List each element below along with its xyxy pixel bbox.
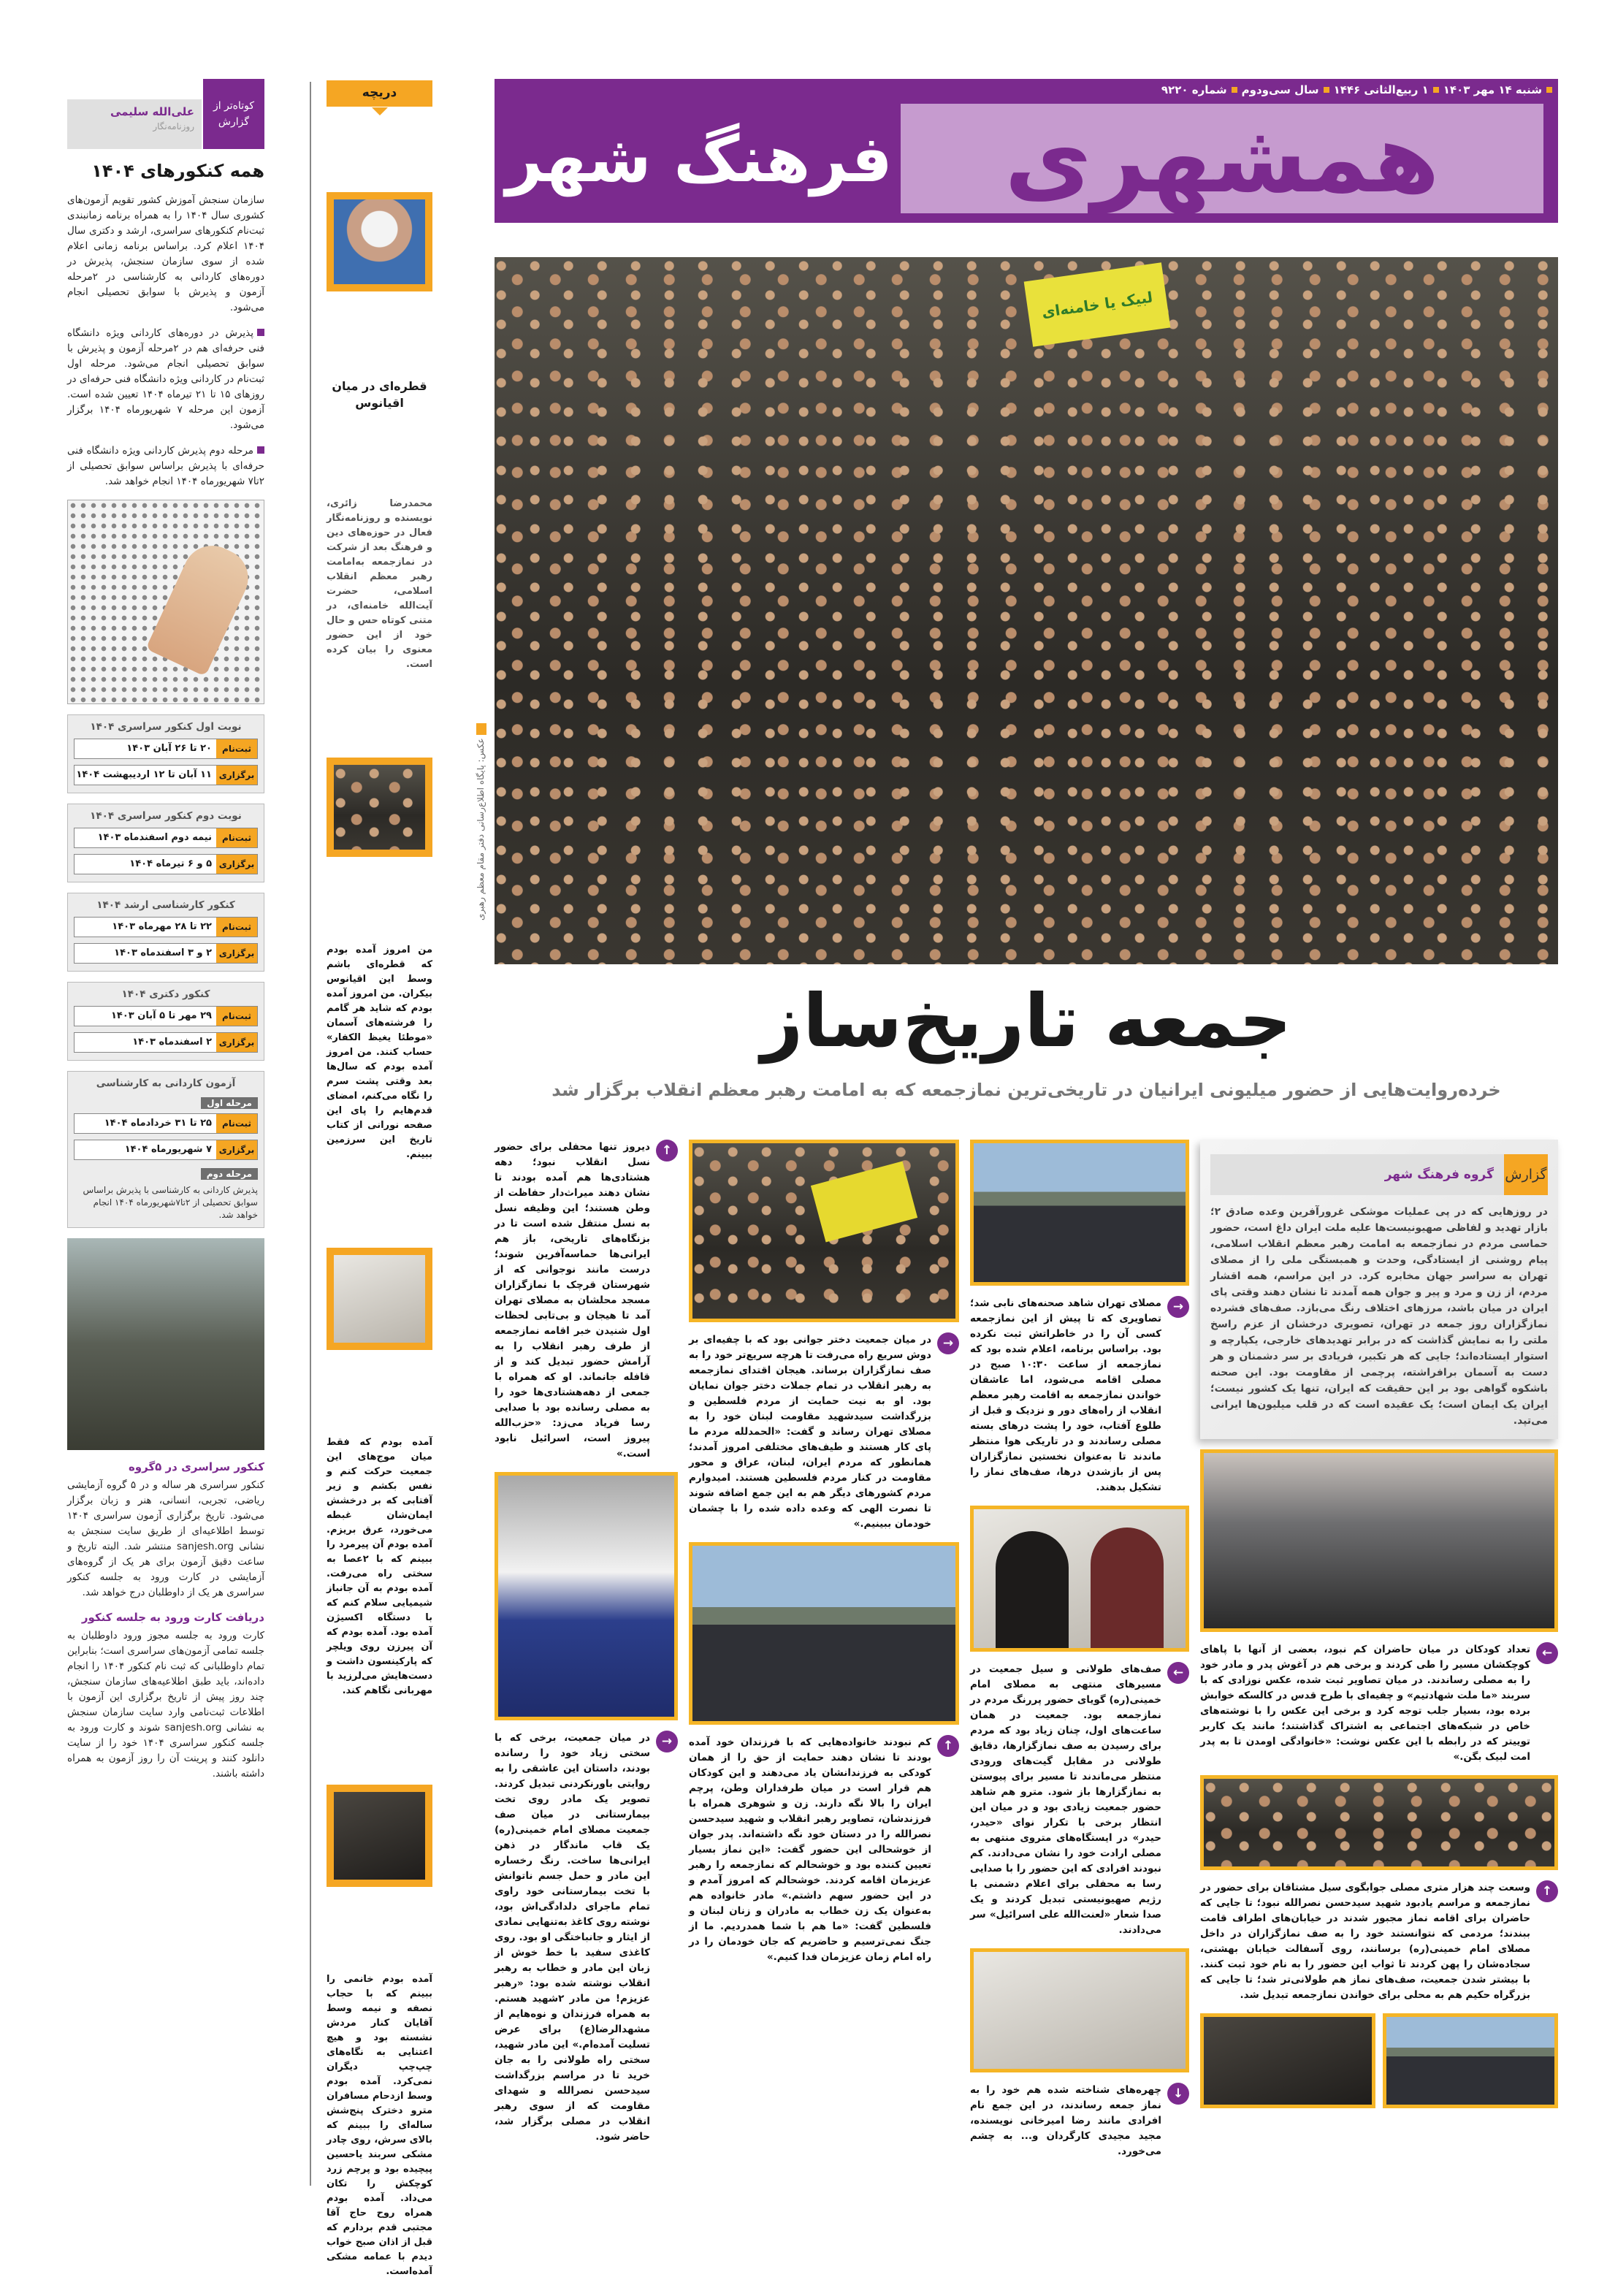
row-value: ۲۲ تا ۲۸ مهرماه ۱۴۰۳ [112,921,212,932]
row-label: ثبت‌نام [216,828,257,847]
schedule-row-hold [74,1140,258,1160]
bullet-icon [257,446,264,454]
author-portrait [327,192,432,291]
sidebar [67,79,264,2285]
sidebar-bullet [67,326,264,433]
schedule-box [67,893,264,972]
bullet-icon [257,329,264,336]
subtitle: خرده‌روایت‌هایی از حضور میلیونی ایرانیان در تاریخی‌ترین نمازجمعه که به امامت رهبر معظم انقلاب برگزار شد [551,1080,1501,1100]
schedule-title: نوبت دوم کنکور سراسری ۱۴۰۴ [90,810,242,822]
photo-street-1 [1383,2013,1558,2108]
photo-family [970,1948,1189,2072]
schedule-row-hold [74,765,258,785]
bullet-text: مرحله دوم پذیرش کاردانی ویژه دانشگاه فنی حرفه‌ای با پذیرش براساس سوابق تحصیلی از ۲تا۷ شهریورماه ۱۴۰۴ انجام خواهد شد. [67,445,264,487]
row-value: ۲۰ تا ۲۶ آبان ۱۴۰۳ [126,743,212,754]
story-column [689,1140,959,1965]
caption-text: چهره‌های شناخته شده هم خود را به نماز جمعه رساندند، در این جمع نام افرادی مانند رضا امیرخانی نویسنده، مجید مجیدی کارگردان و... به چشم می‌خورد. [970,2084,1161,2157]
photo-women-prayer [1200,1775,1558,1870]
date-line [1161,83,1552,96]
date-item: شنبه ۱۴ مهر ۱۴۰۳ [1443,83,1542,96]
row-value: ۲ اسفندماه ۱۴۰۳ [132,1037,212,1048]
arrow-down-icon: ↓ [1167,2083,1189,2105]
dariche-title: قطره‌ای در میان اقیانوس [332,378,427,410]
photo-two-women [970,1506,1189,1652]
story-area [495,1140,1558,2290]
hezbollah-flag [811,1162,917,1243]
sidebar-header [67,79,264,149]
photo-street-2 [1200,2013,1375,2108]
dariche-photo-1 [327,758,432,857]
report-author: گروه فرهنگ شهر [1384,1167,1494,1182]
row-label: ثبت‌نام [216,918,257,937]
section-title: دریافت کارت ورود به جلسه کنکور [81,1611,264,1624]
author-role: روزنامه‌نگار [153,121,194,131]
sidebar-bullet [67,443,264,489]
dariche-intro: محمدرضا زائری، نویسنده و روزنامه‌نگار فعال در حوزه‌های دین و فرهنگ بعد از شرکت در نمازجمعه به‌امامت رهبر معظم انقلاب اسلامی، حضرت آیت‌الله خامنه‌ای، در متنی کوتاه حس و حال خود از این حضور معنوی را بیان کرده است. [327,497,432,670]
row-label: ثبت‌نام [216,1114,257,1133]
caption [970,1296,1189,1495]
schedule-title: کنکور کارشناسی ارشد ۱۴۰۴ [96,899,235,911]
credit-marker [476,723,486,735]
exam-sheet-photo [67,500,264,704]
row-value: ۲۹ مهر تا ۵ آبان ۱۴۰۳ [111,1010,212,1021]
caption-text: مصلای تهران شاهد صحنه‌های نابی شد؛ تصاویری که تا پیش از این نمازجمعه کسی آن را در خاطراتش ثبت نکرده بود. براساس برنامه، اعلام شده بود که نمازجمعه از ساعت ۱۰:۳۰ صبح در مصلی اقامه می‌شود، اما عاشقان خواندن نمازجمعه به اقامت رهبر معظم انقلاب از راه‌های دور و نزدیک و قبل از طلوع آفتاب، خود را پشت درهای بسته مصلی رساندند و در تاریکی هوا منتظر ماندند تا به‌عنوان نخستین نمازگزاران پس از بازشدن درها، صف‌های نماز را تشکیل بدهند. [970,1297,1162,1493]
row-label: ثبت‌نام [216,739,257,758]
hand-pencil [145,536,257,676]
schedule-box [67,982,264,1061]
caption [495,1140,678,1462]
row-value: ۲۵ تا ۳۱ خردادماه ۱۴۰۴ [104,1118,212,1129]
date-item: شماره ۹۲۲۰ [1161,83,1227,96]
caption [1200,1642,1558,1765]
arrow-right-icon: → [656,1731,678,1752]
schedule-box [67,804,264,882]
row-label: برگزاری [216,855,257,874]
caption-text: صف‌های طولانی و سیل جمعیت در مسیرهای منتهی به مصلای امام خمینی(ره) گویای حضور پررنگ مردم در نمازجمعه بود. جمعیت در همان ساعت‌های اول، چنان زیاد بود که مردم برای رسیدن به صف نمازگزارها، دقایق طولانی در مقابل گیت‌های ورودی منتظر می‌ماندند تا مسیر برای پیوستن به نمازگزارها باز شود. مترو هم شاهد حضور جمعیت زیادی بود و در میان این انتظار برخی با تکرار نوای «حیدر، حیدر» در ایستگاه‌های متروی منتهی به مصلی ارادت خود را نشان می‌دادند. کم نبودند افرادی که این حضور را با صدایی رسا به محفلی برای اعلام دشمنی با رژیم صهیونیستی تبدیل کردند و یک صدا شعار «لعنت‌الله علی اسرائیل» سر می‌دادند. [970,1663,1161,1936]
author-name: علی‌الله سلیمی [110,105,194,118]
flag: لبیک یا خامنه‌ای [1024,262,1171,347]
schedule-row-register [74,917,258,937]
schedule-row-hold [74,943,258,964]
story-column [1200,1140,1558,2108]
sidebar-title: همه کنکورهای ۱۴۰۴ [91,161,264,181]
row-label: ثبت‌نام [216,1007,257,1026]
sidebar-label: کوتاه‌تر از گزارش [203,79,264,149]
dariche-photo-2 [327,1248,432,1350]
row-value: ۵ و ۶ تیرماه ۱۴۰۴ [129,858,212,869]
bullet-text: پذیرش در دوره‌های کاردانی ویژه دانشگاه فنی حرفه‌ای هم در ۲مرحله آزمون و پذیرش با سوابق تحصیلی انجام می‌شود. مرحله اول ثبت‌نام در کاردانی ویژه دانشگاه فنی حرفه‌ای در روزهای ۱۵ تا ۲۱ تیرماه ۱۴۰۴ تعیین شده است. آزمون این مرحله ۷ شهریورماه ۱۴۰۴ برگزار می‌شود. [67,327,265,431]
caption-text: دیروز تنها محفلی برای حضور نسل انقلاب نبود؛ دهه هشتادی‌ها هم آمده بودند تا نشان دهند میراث‌دار حفاظت از وطن هستند؛ این وظیفه نسل به نسل منتقل شده است تا در بزنگاه‌های تاریخی، باز هم ایرانی‌ها حماسه‌آفرین شوند؛ درست مانند نوجوانی که از شهرستان قرچک با نمازگزاران مسجد محلشان به مصلای تهران آمد تا هیجان و بی‌تابی لحظات اول شنیدن خبر اقامه نمازجمعه از طرف رهبر انقلاب را به آرامش حضور تبدیل کند و از قافله جانماند. او که همراه با جمعی از دهه‌هشتادی‌ها خود را به مصلی رسانده بود با صدایی رسا فریاد می‌زد: «حزب‌الله پیروز است، اسرائیل نابود است.» [495,1141,650,1460]
lead-photo-crowd [495,257,1558,964]
caption-text: کم نبودند خانواده‌هایی که با فرزندان خود آمده بودند تا نشان دهند حمایت از حق را از همان کودکی به فرزندانشان یاد می‌دهند و این کودکان هم قرار است در میان طرفداران وطن، پرچم ایران را بالا نگه دارند. زن و شوهری همراه با فرزندشان، تصاویر رهبر انقلاب و شهید سیدحسن نصرالله را در دستان خود نگه داشته‌اند. پدر جوان از خوشحالی این حضور گفت: «این نماز بسیار تعیین کننده بود و خوشحالم که نمازجمعه را رهبر عزیزمان اقامه کردند. خوشحالم که امروز آمدم و در این حضور سهم داشتم.» مادر خانواده هم به‌عنوان یک زن خطاب به مادران و زنان لبنان و فلسطین گفت: «ما هم با شما همدردیم. ما از جنگ نمی‌ترسیم و حاضریم که جان خودمان را در راه امام زمان عزیزمان فدا کنیم.» [689,1736,931,1963]
column-divider [310,82,311,2186]
stage-badge: مرحله اول [201,1097,258,1109]
schedule-row-register [74,739,258,759]
section-title: کنکور سراسری در ۵گروه [128,1460,264,1473]
caption [689,1735,959,1965]
schedule-box-kardani [67,1071,264,1228]
photo-mosalla-crowd [689,1542,959,1725]
arrow-up-icon: ↑ [937,1735,959,1757]
arrow-right-icon: → [937,1332,959,1354]
photo-gate-night [970,1140,1189,1286]
schedule-row-hold [74,1032,258,1053]
street-photos [1200,2013,1558,2108]
date-item: سال سی‌ودوم [1241,83,1319,96]
report-header [1210,1154,1548,1195]
masthead [495,79,1558,223]
caption [495,1731,678,2145]
logo-hamshahri: همشهری [901,104,1543,213]
row-value: نیمه دوم اسفندماه ۱۴۰۳ [97,832,212,843]
dariche-paragraph: آمده بودم که فقط میان موج‌های این جمعیت حرکت کنم و نفس بکشم و زیر آفتابی که بر درخشش ایمان‌شان غبطه می‌خورد، عرق بریزم. آمده بودم آن پیرمرد را ببینم که با ۲عصا به سختی راه می‌رفت. آمده بودم به آن جانباز شیمیایی سلام کنم که با دستگاه اکسیژن آمده بود. آمده بودم که آن پیرزن روی ویلچر که پارکینسون داشت و دست‌هایش می‌لرزید با مهربانی نگاهم کند. [327,1437,432,1697]
stage-badge: مرحله دوم [201,1168,258,1180]
arrow-up-icon: ↑ [656,1140,678,1162]
report-label: گزارش [1504,1154,1548,1195]
schedule-row-hold [74,854,258,874]
students-exam-photo [67,1238,264,1450]
photo-crowd-flag [689,1140,959,1322]
row-label: برگزاری [216,944,257,963]
arrow-left-icon: ← [1167,1662,1189,1684]
row-label: برگزاری [216,1140,257,1159]
schedule-box [67,714,264,793]
photo-mother-bed [495,1472,678,1720]
dariche-header: دریچه [327,80,432,107]
row-label: برگزاری [216,766,257,785]
story-column [970,1140,1189,2159]
report-box [1200,1140,1558,1439]
schedule-title: کنکور دکتری ۱۴۰۴ [121,988,210,1000]
caption [1200,1880,1558,2003]
caption [689,1332,959,1532]
arrow-left-icon: ← [1536,1642,1558,1664]
section-text: کارت ورود به جلسه مجوز ورود داوطلبان به جلسه تمامی آزمون‌های سراسری است؛ بنابراین تمام داوطلبانی که ثبت نام کنکور ۱۴۰۴ را انجام داده‌اند، باید طبق اطلاعیه‌های سازمان سنجش، چند روز پیش از تاریخ برگزاری این آزمون با اطلاعات ثبت‌نامی وارد سایت سازمان سنجش به نشانی sanjesh.org شوند و کارت ورود به جلسه کنکور سراسری ۱۴۰۴ خود را از سایت دانلود کنند و پرینت آن را روز آزمون به همراه داشته باشند. [67,1630,265,1780]
row-value: ۷ شهریورماه ۱۴۰۴ [124,1144,212,1155]
dariche-column [327,80,432,2279]
photo-credit: عکس: پایگاه اطلاع‌رسانی دفتر مقام معظم رهبری [476,738,486,920]
row-label: برگزاری [216,1033,257,1052]
caption [970,2083,1189,2159]
caption-text: وسعت چند هزار متری مصلی جوابگوی سیل مشتاقان برای حضور در نمازجمعه و مراسم یادبود شهید سیدحسن نصرالله نبود؛ تا جایی که حاضران برای اقامه نماز مجبور شدند در خیابان‌های اطراف قامت ببندند؛ مردمی که نتوانستند خود را به صف نمازگزاران در داخل مصلای امام خمینی(ره) برسانند، روی آسفالت خیابان بهشتی، سجاده‌شان را پهن کردند تا ثواب این حضور را به نام خود ثبت کنند. با بیشتر شدن جمعیت، صف‌های نماز هم طولانی‌تر شد؛ تا جایی که بزرگراه حکیم هم به محلی برای خواندن نمازجمعه تبدیل شد. [1200,1882,1530,2001]
arrow-right-icon: → [1167,1296,1189,1318]
caption [970,1662,1189,1938]
stage-note: پذیرش کاردانی به کارشناسی با پذیرش براساس سوابق تحصیلی از ۲تا۷شهریورماه ۱۴۰۴ انجام خواهد شد. [83,1185,258,1220]
row-value: ۲ و ۳ اسفندماه ۱۴۰۳ [114,947,212,958]
schedule-title: نوبت اول کنکور سراسری ۱۴۰۴ [90,721,242,733]
row-value: ۱۱ آبان تا ۱۲ اردیبهشت ۱۴۰۴ [76,769,212,780]
story-column [495,1140,678,2145]
caption-text: در میان جمعیت، برخی که با سختی زیاد خود را رسانده بودند، داستان این عاشقی را به روایتی باورنکردنی تبدیل کردند. تصویر یک مادر روی تخت بیمارستانی در میان صف جمعیت مصلای امام خمینی(ره) یک قاب ماندگار در ذهن ایرانی‌ها ساخت. رنگ رخساره این مادر و حمل جسم ناتوانش با تخت بیمارستانی خود راوی تمام ماجرای دلدادگی‌اش بود، نوشته روی کاغذ به‌تنهایی نمادی از ایثار و جانباختگی او بود. روی کاغذی سفید با خط خوش از زبان این مادر و خطاب به رهبر انقلاب نوشته شده بود: «رهبر عزیزم! من مادر ۲شهید هستم. به همراه فرزندان و نوه‌هایم از مشهدالرضا(ع) برای عرض تسلیت آمده‌ام.» این مادر شهید، سختی راه طولانی را به جان خرید تا در مراسم بزرگداشت سیدحسن نصرالله و شهدای مقاومت که از سوی رهبر انقلاب در مصلی برگزار شد، حاضر شود. [495,1732,650,2143]
photo-baby-stroller [1200,1449,1558,1632]
schedule-row-register [74,828,258,848]
arrow-up-icon: ↑ [1536,1880,1558,1902]
dariche-paragraph: من امروز آمده بودم که قطره‌ای باشم وسط این اقیانوس بیکران. من امروز آمده بودم که شاید هر گامم را فرشته‌های آسمان «موطئا یغیظ الکفار» حساب کنند. من امروز آمده بودم که سال‌ها بعد وقتی پشت سرم را نگاه می‌کنم، امضای قدم‌هایم را پای این صفحه نورانی از کتاب تاریخ این سرزمین ببینم. [327,944,432,1160]
report-body: در روزهایی که در پی عملیات موشکی غرورآفرین وعده صادق ۲؛ بازار تهدید و لفاظی صهیونیست‌ها علیه ملت ایران داغ است، حضور حماسی مردم در نمازجمعه به امامت رهبر معظم انقلاب اسلامی، پیام روشنی از ایستادگی، وحدت و همبستگی ملی را از مصلای تهران به سراسر جهان مخابره کرد. در این مراسم، همه اقشار مردم، از زن و مرد و پیر و جوان همه آمدند تا نشان دهند وقتی پای ایران در میان باشد، مرزهای اختلاف رنگ می‌بازد. صف‌های فشرده نمازگزاران روز جمعه در تهران، تصویری درخشان از عزم راسخ ملتی را به نمایش گذاشت که در برابر تهدیدهای خارجی، یکپارچه و استوار ایستاده‌اند؛ جایی که هر تکبیر، فریادی بر سر دشمنان و هر دست به آسمان برافراشته، پرچمی از مقاومت بود. این صحنه باشکوه گواهی بود بر این حقیقت که ایران، تنها یک کشور نیست؛ ایران یک ایمان است؛ یک عقیده است که در قلب میلیون‌ها ایرانی می‌تپد. [1210,1206,1548,1427]
schedule-row-register [74,1113,258,1134]
dariche-photo-3 [327,1785,432,1887]
date-item: ۱ ربیع‌الثانی ۱۴۴۶ [1333,83,1429,96]
caption-text: تعداد کودکان در میان حاضران کم نبود، بعضی از آنها با پاهای کوچکشان مسیر را طی کردند و برخی هم در آغوش پدر و مادر خود را به مصلی رساندند. در میان تصاویر ثبت شده، عکس نوزادی که با سربند «ما ملت شهادتیم» و چفیه‌ای با طرح قدس در کالسکه خوابش برده بود، بسیار جلب توجه کرد و برخی این عکس را با نوشته‌های خاص در شبکه‌های اجتماعی به اشتراک گذاشتند؛ مانند یک کاربر توییتر که در رابطه با این عکس نوشت: «خانوادگی اومدن تا به پدر امت لبیک بگن.» [1200,1644,1530,1763]
schedule-row-register [74,1006,258,1026]
logo-farhang-shahr: فرهنگ شهر [505,121,893,197]
schedule-title: آزمون کاردانی به کارشناسی [96,1078,236,1089]
sidebar-author [67,99,202,149]
headline: جمعه تاریخ‌ساز [760,978,1292,1064]
section-text: کنکور سراسری هر ساله و در ۵ گروه آزمایشی ریاضی، تجربی، انسانی، هنر و زبان برگزار می‌شود. تاریخ برگزاری آزمون سراسری ۱۴۰۴ توسط اطلاعیه‌ای از طریق سایت سنجش به نشانی sanjesh.org منتشر شد. البته تاریخ و ساعت دقیق آزمون برای هر یک از گروه‌های آزمایشی در کارت ورود به جلسه کنکور سراسری هر یک از داوطلبان درج خواهد شد. [67,1479,265,1598]
caption-text: در میان جمعیت دختر جوانی بود که با چفیه‌ای بر دوش سریع راه می‌رفت تا هرچه سریع‌تر خود را به صف نمازگزاران برساند. هیجان اقتدای نمازجمعه به رهبر انقلاب در تمام جملات دختر جوان نمایان بود. او به نیت حمایت از مردم فلسطین و بزرگداشت سیدشهید مقاومت لبنان خود را به مصلای تهران رساند و گفت: «الحمدلله مردم ما پای کار هستند و طیف‌های مختلفی امروز آمدند؛ همانطور که مردم ایران، لبنان، عراق و محور مقاومت در کنار مردم فلسطین هستند. امیدوارم مردم کشورهای دیگر هم به این جمع اضافه شوند تا نصرت الهی که وعده داده شده را با چشمان خودمان ببینیم.» [689,1334,931,1530]
sidebar-intro: سازمان سنجش آموزش کشور تقویم آزمون‌های کشوری سال ۱۴۰۴ را به همراه برنامه زمانبندی ثبت‌نام کنکورهای سراسری، ارشد و دکتری سال ۱۴۰۴ اعلام کرد. براساس برنامه زمانی اعلام شده از سوی سازمان سنجش، پذیرش در دوره‌های کاردانی به کارشناسی در ۲مرحله آزمون و پذیرش با سوابق تحصیلی انجام می‌شود. [67,194,264,313]
dariche-paragraph: آمده بودم خانمی را ببینم که با حجاب نصفه و نیمه وسط آقایان کنار مردش نشسته بود و هیچ اعتنایی به نگاه‌های چپ‌چپ دیگران نمی‌کرد. آمده بودم وسط ازدحام مسافران مترو دخترک پنج‌شش ساله‌ای را ببینم که بالای سرش، روی چادر مشکی سربند یاحسین پیچیده بود و پرچم زرد کوچکش را تکان می‌داد. آمده بودم همراه روح حاج آقا مجتبی قدم بردارم که قبل از اذان صبح خواب دیدم با عمامه مشکی آمده‌است. [327,1973,432,2277]
